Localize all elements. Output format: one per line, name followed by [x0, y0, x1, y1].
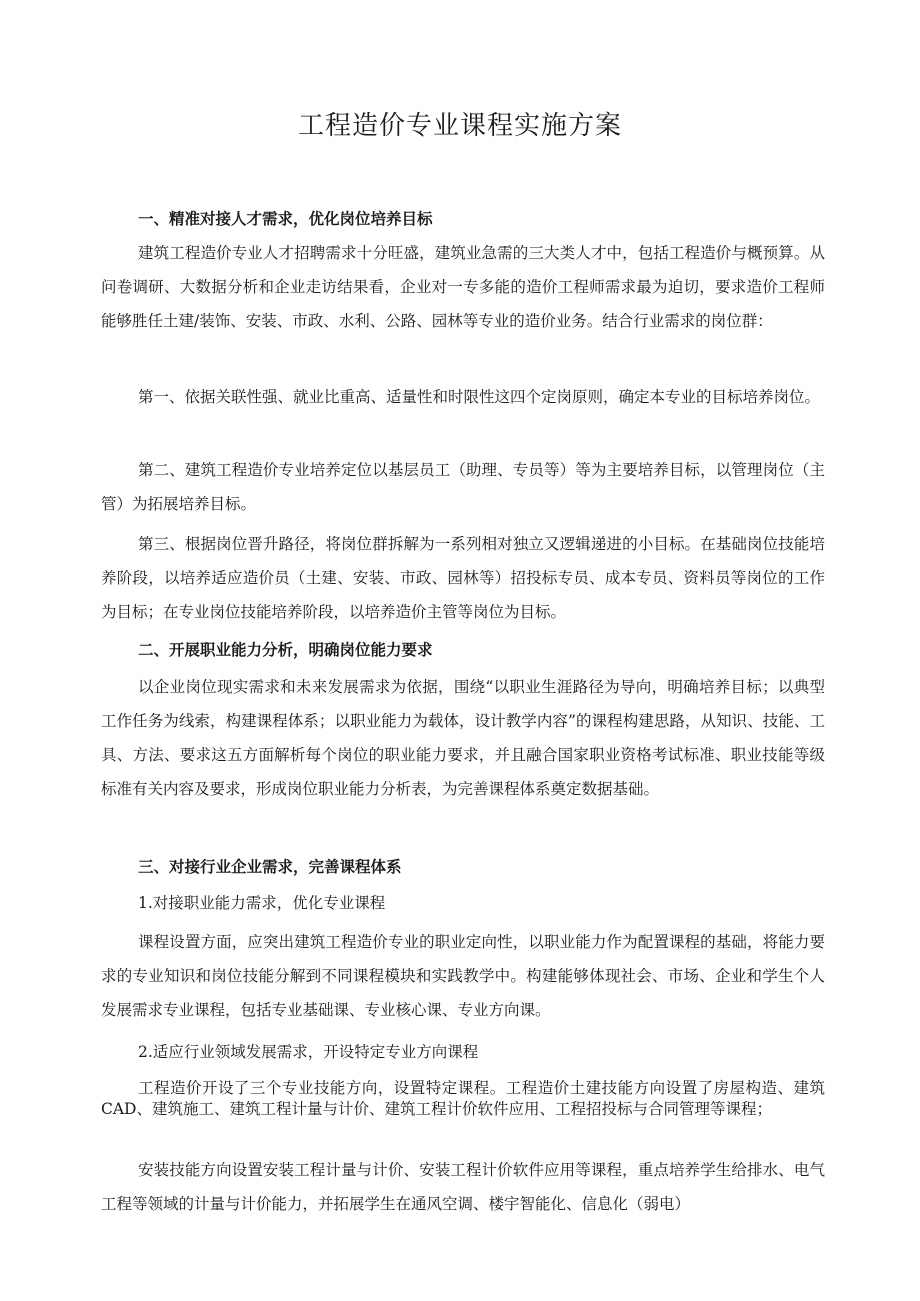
section-1-paragraph-4: 第三、根据岗位晋升路径，将岗位群拆解为一系列相对独立又逻辑递进的小目标。在基础岗位技能培养阶段，以培养适应造价员（土建、安装、市政、园林等）招投标专员、成本专员、资料员等岗位的工作为目标；在专业岗位技能培养阶段，以培养造价主管等岗位为目标。 [101, 535, 825, 621]
section-1-paragraph-2: 第一、依据关联性强、就业比重高、适量性和时限性这四个定岗原则，确定本专业的目标培养岗位。 [138, 388, 821, 406]
section-3-subheading-1: 1.对接职业能力需求，优化专业课程 [138, 894, 386, 912]
section-1-heading: 一、精准对接人才需求，优化岗位培养目标 [138, 210, 433, 228]
section-1-paragraph-3: 第二、建筑工程造价专业培养定位以基层员工（助理、专员等）等为主要培养目标，以管理岗位（主管）为拓展培养目标。 [101, 461, 825, 513]
section-3-paragraph-3: 安装技能方向设置安装工程计量与计价、安装工程计价软件应用等课程，重点培养学生给排水、电气工程等领域的计量与计价能力，并拓展学生在通风空调、楼宇智能化、信息化（弱电） [101, 1161, 825, 1213]
section-2-paragraph-1: 以企业岗位现实需求和未来发展需求为依据，围绕“以职业生涯路径为导向，明确培养目标；以典型工作任务为线索，构建课程体系；以职业能力为载体，设计教学内容”的课程构建思路，从知识、技能、工具、方法、要求这五方面解析每个岗位的职业能力要求，并且融合国家职业资格考试标准、职业技能等级标准有关内容及要求，形成岗位职业能力分析表，为完善课程体系奠定数据基础。 [101, 678, 825, 798]
section-1-paragraph-1: 建筑工程造价专业人才招聘需求十分旺盛，建筑业急需的三大类人才中，包括工程造价与概预算。从问卷调研、大数据分析和企业走访结果看，企业对一专多能的造价工程师需求最为迫切，要求造价工程师能够胜任土建/装饰、安装、市政、水利、公路、园林等专业的造价业务。结合行业需求的岗位群： [101, 244, 825, 330]
page-title: 工程造价专业课程实施方案 [297, 111, 622, 141]
section-3-subheading-2: 2.适应行业领域发展需求，开设特定专业方向课程 [138, 1043, 479, 1061]
section-3-heading: 三、对接行业企业需求，完善课程体系 [138, 858, 402, 876]
section-3-paragraph-2: 工程造价开设了三个专业技能方向，设置特定课程。工程造价土建技能方向设置了房屋构造、建筑CAD、建筑施工、建筑工程计量与计价、建筑工程计价软件应用、工程招投标与合同管理等课程； [101, 1079, 825, 1118]
section-2-heading: 二、开展职业能力分析，明确岗位能力要求 [138, 641, 433, 659]
section-3-paragraph-1: 课程设置方面，应突出建筑工程造价专业的职业定向性，以职业能力作为配置课程的基础，将能力要求的专业知识和岗位技能分解到不同课程模块和实践教学中。构建能够体现社会、市场、企业和学生个人发展需求专业课程，包括专业基础课、专业核心课、专业方向课。 [101, 933, 825, 1019]
